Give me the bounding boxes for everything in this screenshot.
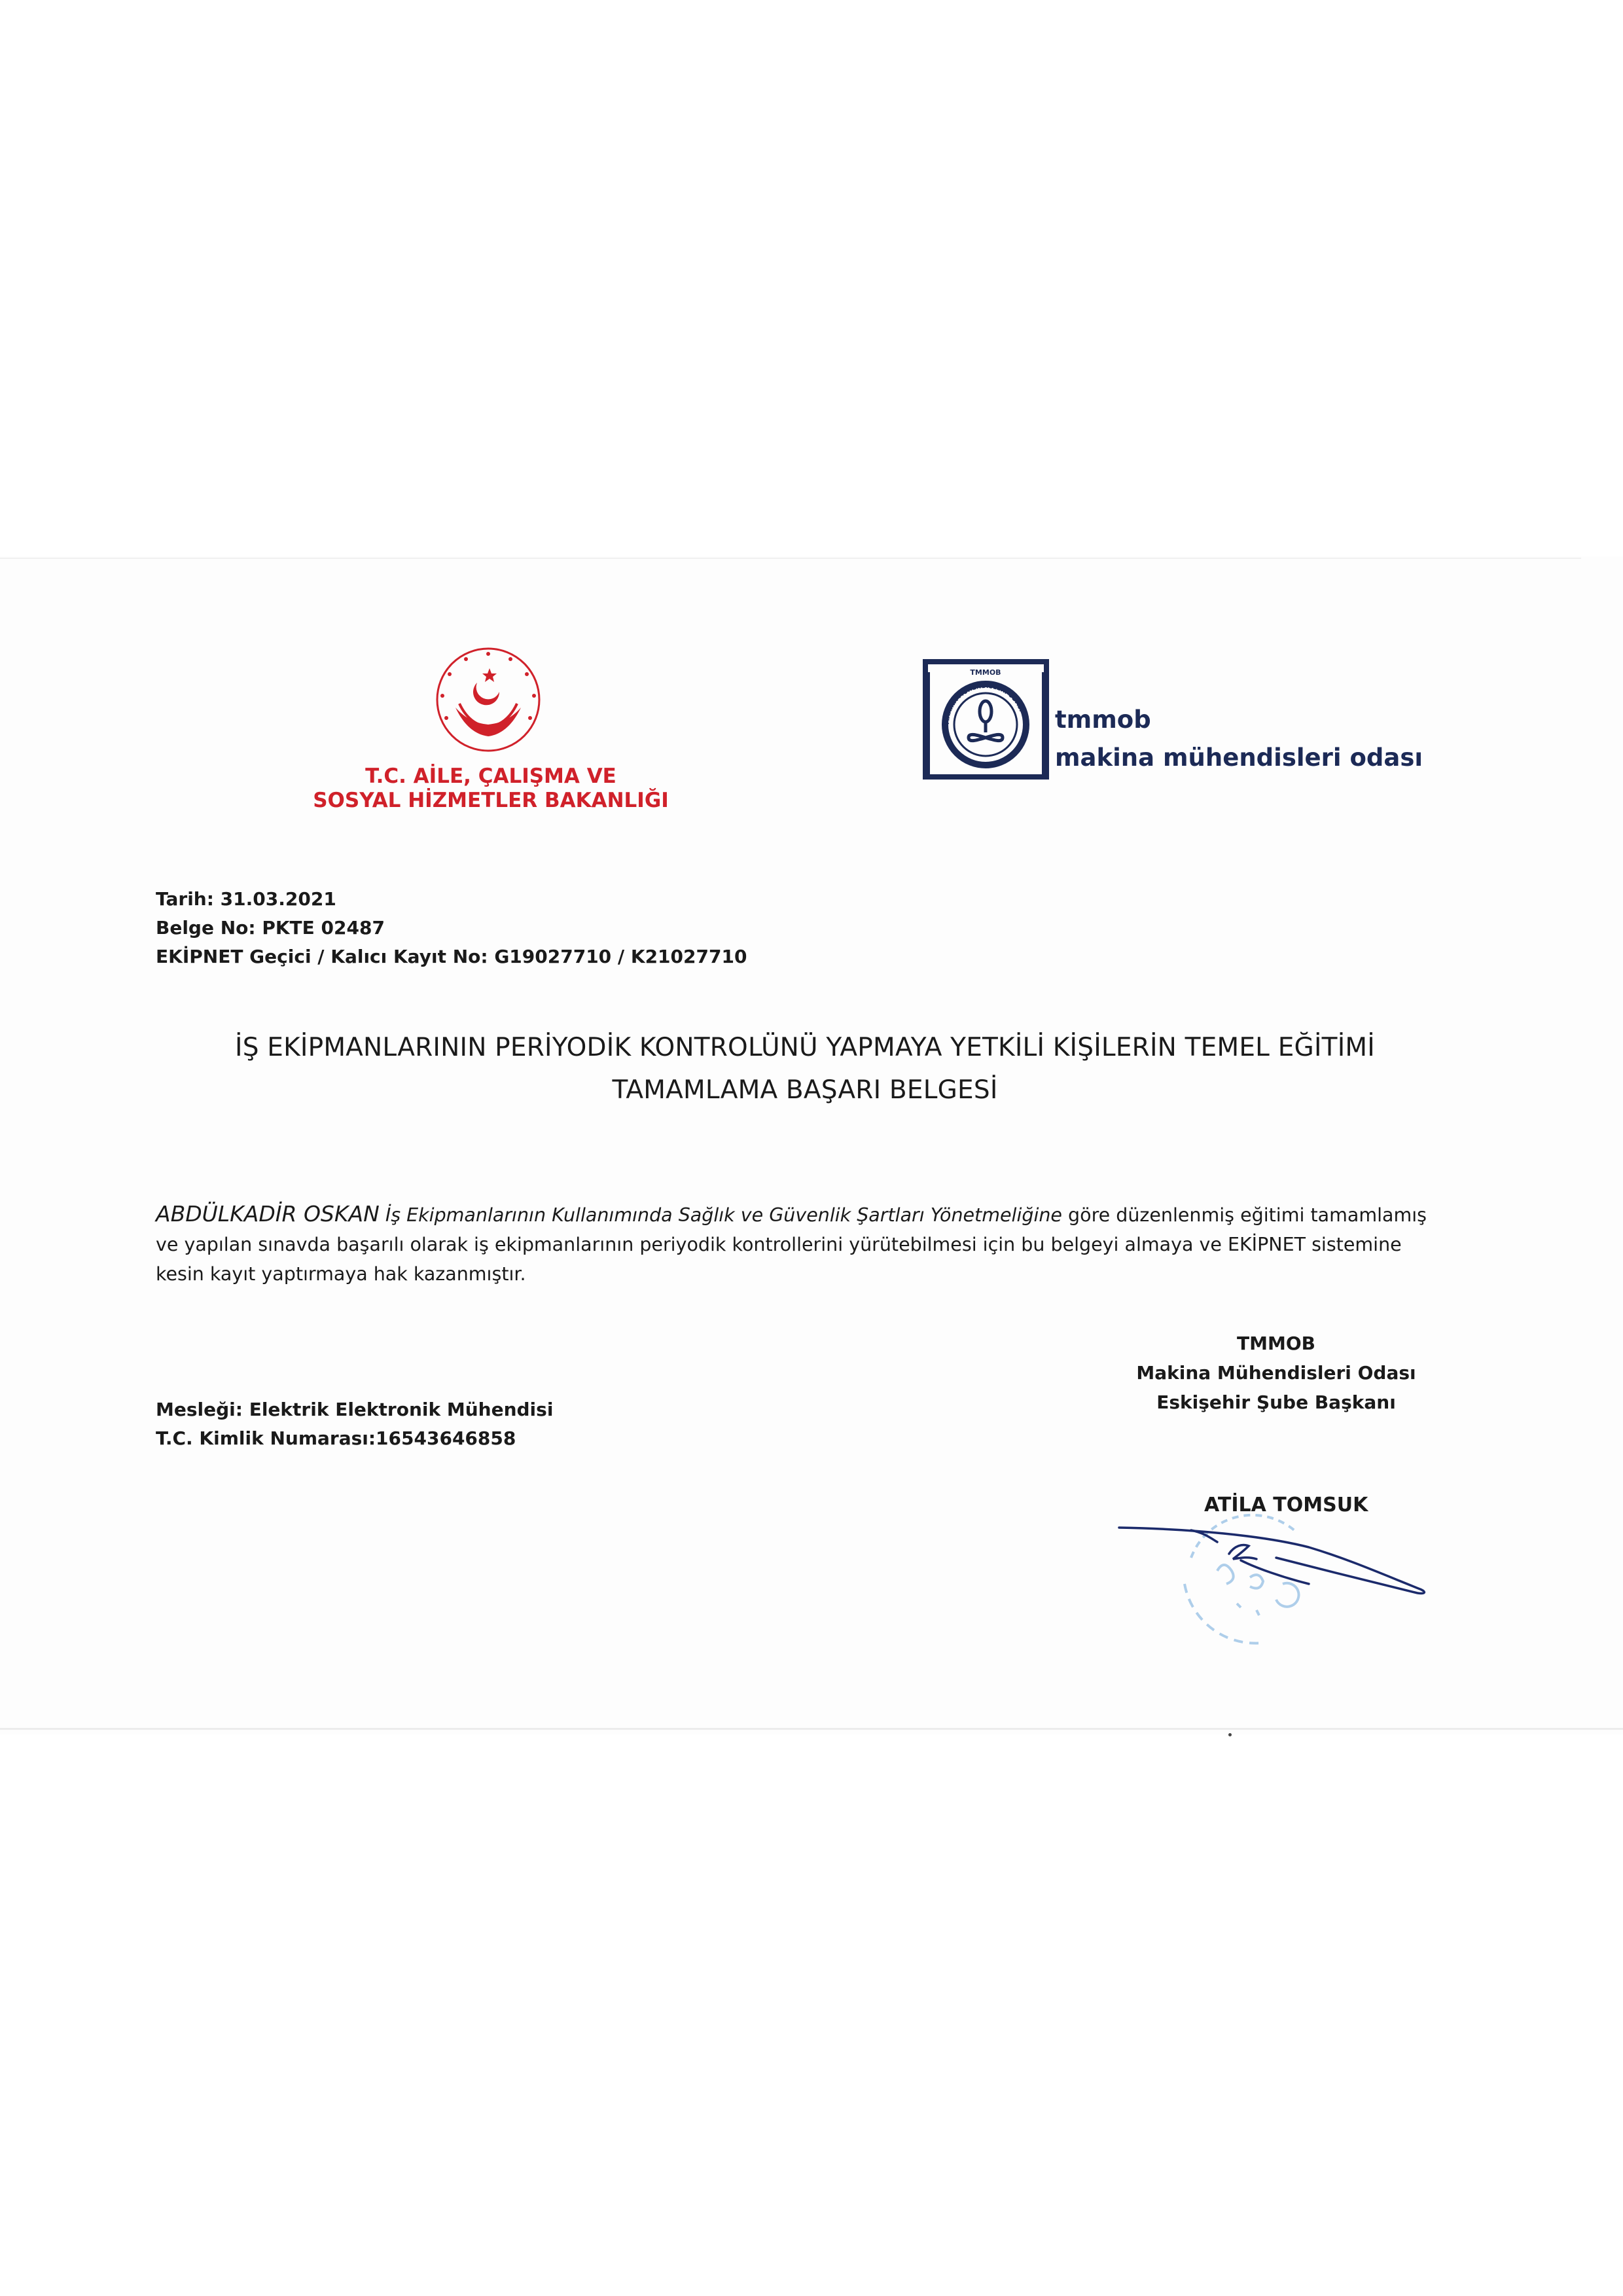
recipient-name: ABDÜLKADİR OSKAN bbox=[156, 1201, 380, 1227]
recipient-id-number: T.C. Kimlik Numarası:16543646858 bbox=[156, 1427, 516, 1449]
tmmob-ring-text: MAKİNA MÜHENDİSLERİ ODASI bbox=[944, 683, 1025, 725]
scan-edge-bottom bbox=[0, 1728, 1623, 1730]
signature-icon bbox=[1113, 1505, 1440, 1643]
tmmob-logo-short: tmmob bbox=[1055, 706, 1151, 734]
document-date: Tarih: 31.03.2021 bbox=[156, 888, 336, 910]
certificate-title-line1: İŞ EKİPMANLARININ PERİYODİK KONTROLÜNÜ YAPMAYA YETKİLİ KİŞİLERİN TEMEL EĞİTİMİ bbox=[235, 1033, 1375, 1062]
certificate-title bbox=[131, 1026, 1479, 1111]
scan-edge-top bbox=[0, 558, 1581, 559]
signatory-role: Eskişehir Şube Başkanı bbox=[1156, 1391, 1396, 1413]
signatory-chamber: Makina Mühendisleri Odası bbox=[1136, 1362, 1416, 1384]
body-line1-rest: göre düzenlenmiş eğitimi tamamlamış bbox=[1068, 1204, 1427, 1226]
recipient-profession: Mesleği: Elektrik Elektronik Mühendisi bbox=[156, 1399, 554, 1420]
ministry-name-line1: T.C. AİLE, ÇALIŞMA VE bbox=[365, 764, 616, 788]
signatory-block bbox=[1106, 1329, 1446, 1417]
ministry-logo-icon bbox=[433, 645, 543, 755]
svg-text:MAKİNA MÜHENDİSLERİ ODASI bbox=[944, 683, 1024, 725]
tmmob-logo-long: makina mühendisleri odası bbox=[1055, 744, 1423, 772]
body-line2: ve yapılan sınavda başarılı olarak iş ekipmanlarının periyodik kontrollerini yürütebilmesi için bu belgeyi almaya ve EKİPNET sistemine bbox=[156, 1234, 1402, 1255]
tmmob-emblem-text: TMMOB bbox=[970, 668, 1001, 677]
document-number: Belge No: PKTE 02487 bbox=[156, 917, 385, 939]
certificate-body bbox=[156, 1199, 1478, 1289]
signatory-name: ATİLA TOMSUK bbox=[1204, 1494, 1368, 1516]
scan-dust-dot bbox=[1228, 1733, 1232, 1736]
ministry-name-line2: SOSYAL HİZMETLER BAKANLIĞI bbox=[313, 789, 669, 812]
recipient-info bbox=[156, 1395, 553, 1453]
body-line3: kesin kayıt yaptırmaya hak kazanmıştır. bbox=[156, 1263, 526, 1285]
ministry-name bbox=[288, 764, 694, 813]
tmmob-logo-icon bbox=[923, 659, 1049, 780]
signatory-org: TMMOB bbox=[1237, 1333, 1315, 1354]
ekipnet-registry: EKİPNET Geçici / Kalıcı Kayıt No: G19027710 / K21027710 bbox=[156, 946, 747, 967]
document-meta bbox=[156, 885, 747, 971]
certificate-title-line2: TAMAMLAMA BAŞARI BELGESİ bbox=[612, 1075, 998, 1105]
regulation-name: İş Ekipmanlarının Kullanımında Sağlık ve Güvenlik Şartları Yönetmeliğine bbox=[385, 1204, 1062, 1226]
